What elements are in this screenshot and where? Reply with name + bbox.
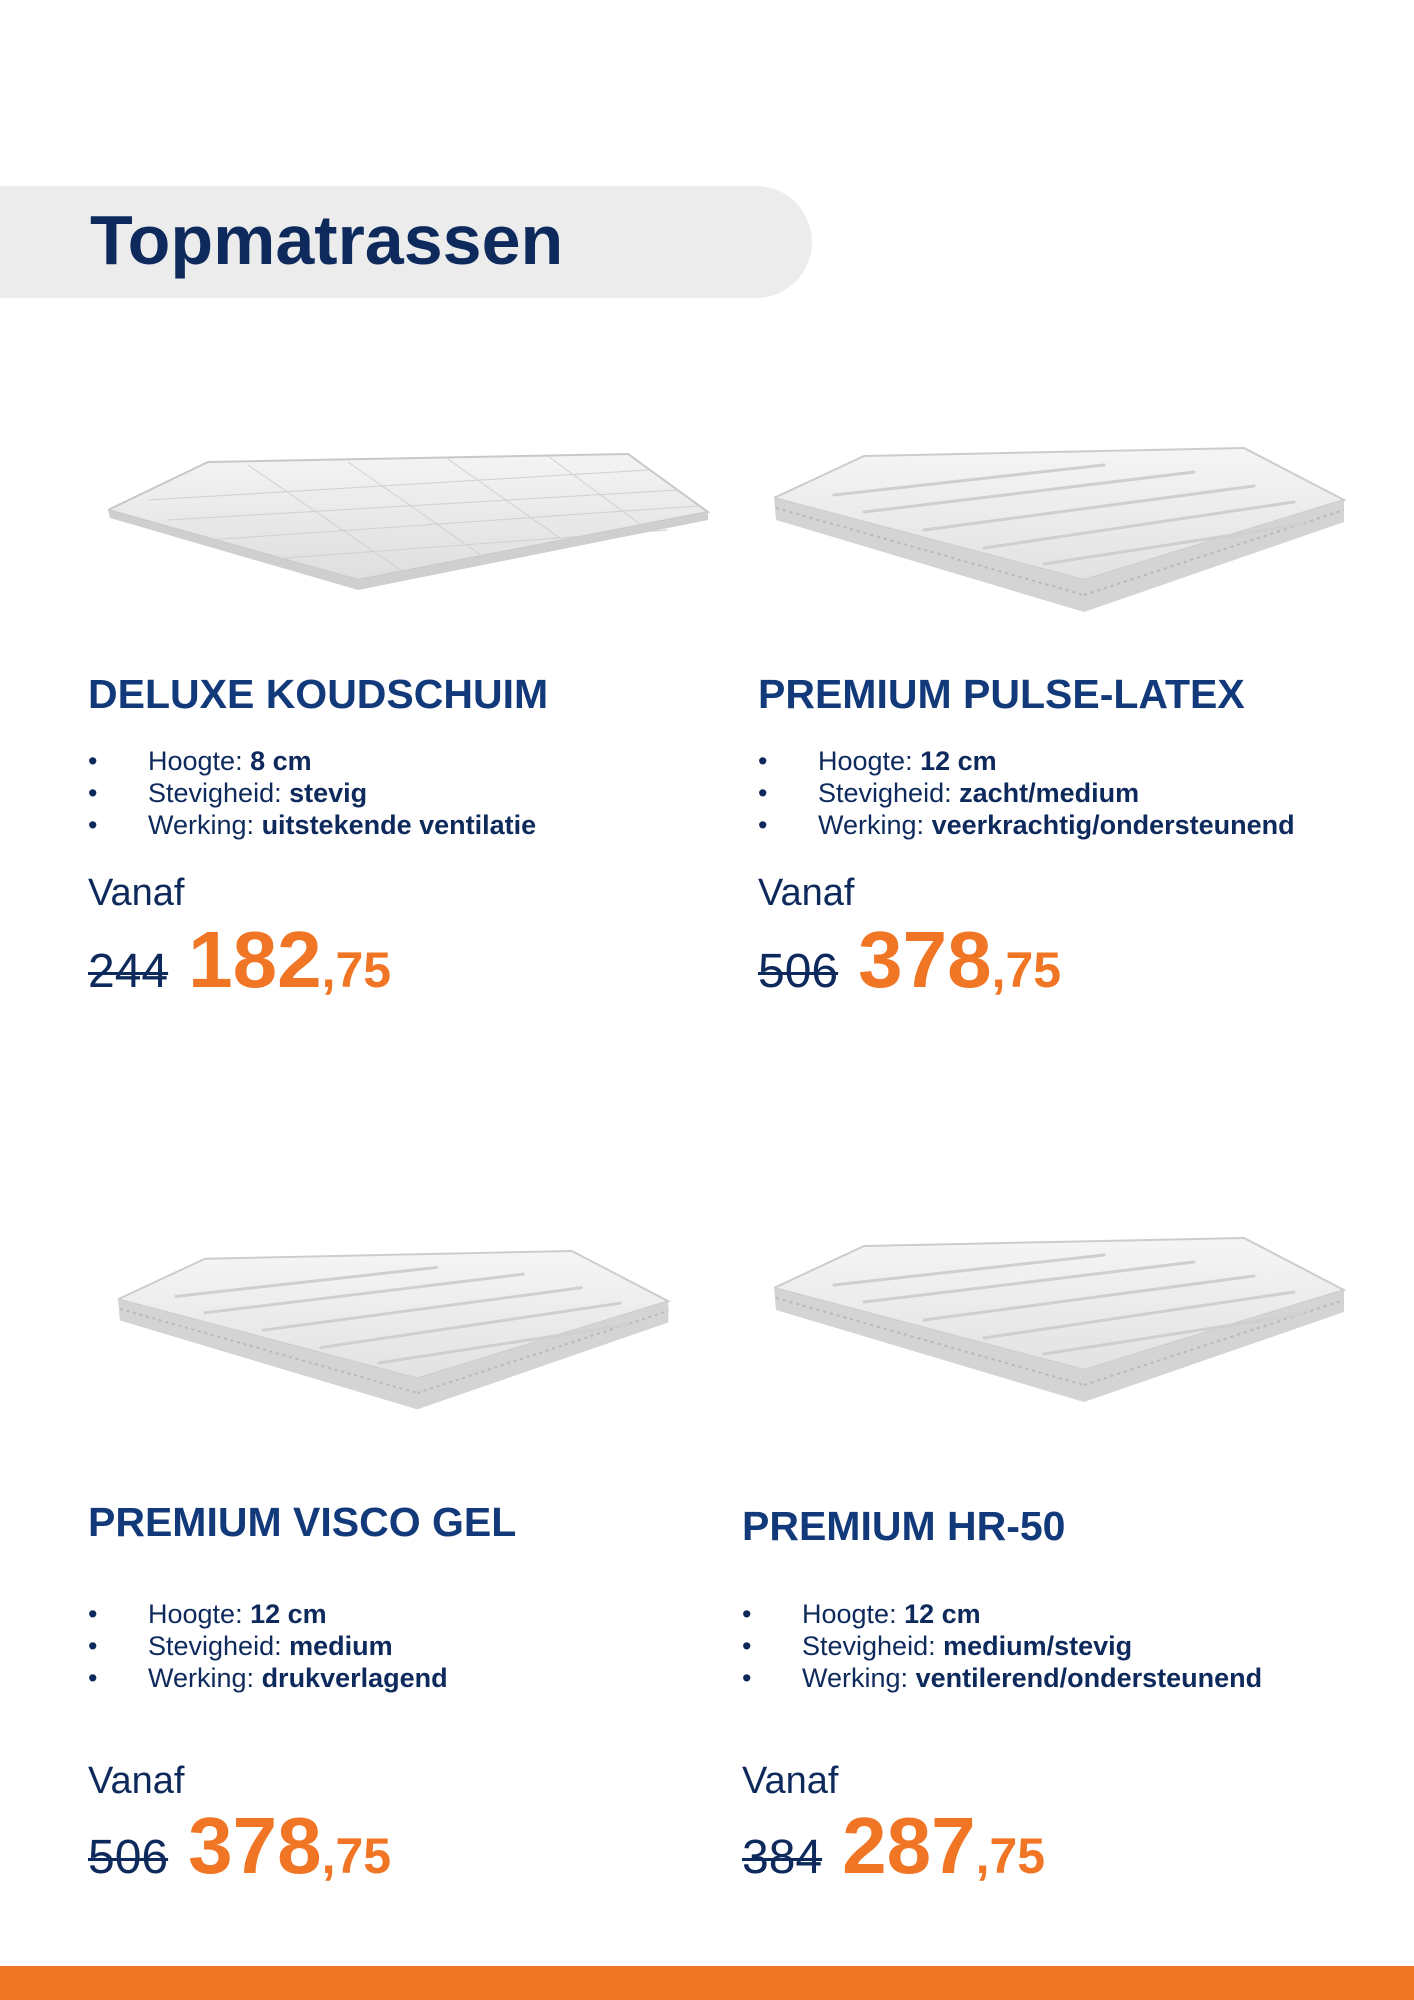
price-euros: 378 [188, 1801, 322, 1890]
spec-label: Stevigheid: [818, 778, 952, 808]
product-name: PREMIUM HR-50 [742, 1503, 1066, 1549]
price-row [88, 915, 392, 1004]
spec-label: Stevigheid: [802, 1631, 936, 1661]
mattress-image [118, 1240, 678, 1430]
spec-function [758, 809, 1295, 841]
spec-value: ventilerend/ondersteunend [915, 1663, 1263, 1693]
product-name: PREMIUM PULSE-LATEX [758, 671, 1245, 717]
spec-value: medium/stevig [943, 1631, 1133, 1661]
spec-function [88, 1662, 448, 1694]
spec-value: 12 cm [920, 746, 997, 776]
product-card [758, 440, 1414, 1004]
price-cents: ,75 [991, 942, 1062, 998]
spec-label: Werking: [802, 1663, 909, 1693]
price-cents: ,75 [975, 1828, 1046, 1884]
spec-value: uitstekende ventilatie [261, 810, 537, 840]
price-euros: 287 [842, 1801, 976, 1890]
spec-function [742, 1662, 1262, 1694]
from-label: Vanaf [88, 1760, 185, 1802]
price-cents: ,75 [321, 1828, 392, 1884]
spec-label: Stevigheid: [148, 778, 282, 808]
mattress-image [774, 1230, 1354, 1420]
new-price [188, 915, 392, 1004]
spec-label: Hoogte: [802, 1599, 897, 1629]
spec-height [88, 745, 536, 777]
spec-value: medium [289, 1631, 393, 1661]
price-euros: 378 [858, 915, 992, 1004]
spec-label: Hoogte: [818, 746, 913, 776]
price-cents: ,75 [321, 942, 392, 998]
price-euros: 182 [188, 915, 322, 1004]
old-price: 506 [88, 1831, 169, 1884]
spec-value: zacht/medium [959, 778, 1140, 808]
old-price: 244 [88, 945, 169, 998]
spec-list [88, 1598, 448, 1694]
spec-function [88, 809, 536, 841]
mattress-image [108, 440, 728, 600]
from-label: Vanaf [742, 1760, 839, 1802]
spec-label: Werking: [148, 810, 255, 840]
product-card [88, 440, 768, 1004]
price-row [758, 915, 1062, 1004]
from-label: Vanaf [88, 872, 185, 914]
new-price [858, 915, 1062, 1004]
price-row [88, 1801, 392, 1890]
spec-list [758, 745, 1295, 841]
spec-label: Stevigheid: [148, 1631, 282, 1661]
spec-label: Werking: [148, 1663, 255, 1693]
spec-list [742, 1598, 1262, 1694]
mattress-image [774, 440, 1354, 630]
spec-firmness [88, 777, 536, 809]
product-name: DELUXE KOUDSCHUIM [88, 671, 549, 717]
spec-value: drukverlagend [261, 1663, 448, 1693]
spec-label: Werking: [818, 810, 925, 840]
old-price: 384 [742, 1831, 823, 1884]
spec-label: Hoogte: [148, 746, 243, 776]
spec-list [88, 745, 536, 841]
product-card [742, 1230, 1414, 1890]
page-title: Topmatrassen [90, 201, 564, 279]
spec-value: veerkrachtig/ondersteunend [931, 810, 1295, 840]
spec-height [758, 745, 1295, 777]
spec-height [742, 1598, 1262, 1630]
old-price: 506 [758, 945, 839, 998]
spec-value: stevig [289, 778, 368, 808]
spec-label: Hoogte: [148, 1599, 243, 1629]
spec-value: 8 cm [250, 746, 312, 776]
spec-value: 12 cm [904, 1599, 981, 1629]
new-price [842, 1801, 1046, 1890]
from-label: Vanaf [758, 872, 855, 914]
footer-bar [0, 1966, 1414, 2000]
product-card [88, 1240, 768, 1890]
spec-firmness [742, 1630, 1262, 1662]
spec-value: 12 cm [250, 1599, 327, 1629]
spec-firmness [758, 777, 1295, 809]
price-row [742, 1801, 1046, 1890]
spec-height [88, 1598, 448, 1630]
new-price [188, 1801, 392, 1890]
spec-firmness [88, 1630, 448, 1662]
product-name: PREMIUM VISCO GEL [88, 1499, 517, 1545]
